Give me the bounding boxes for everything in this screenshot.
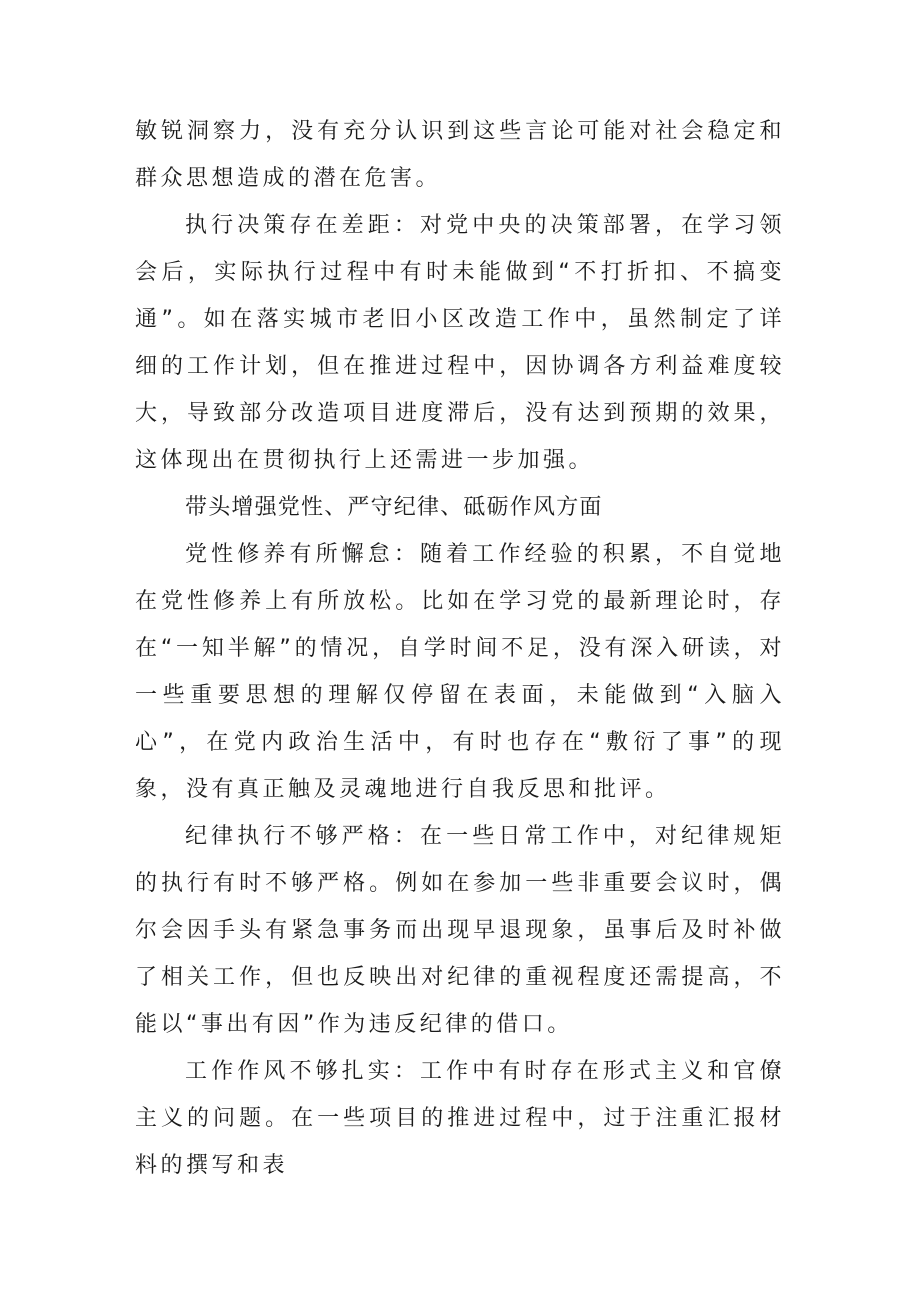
paragraph-continuation: 敏锐洞察力，没有充分认识到这些言论可能对社会稳定和群众思想造成的潜在危害。 bbox=[135, 119, 785, 191]
section-heading: 带头增强党性、严守纪律、砥砺作风方面 bbox=[185, 495, 603, 520]
paragraph-party-cultivation: 党性修养有所懈怠：随着工作经验的积累，不自觉地在党性修养上有所放松。比如在学习党的最新理论时，存在“一知半解”的情况，自学时间不足，没有深入研读，对一些重要思想的理解仅停留在表面，未能做到“入脑入心”，在党内政治生活中，有时也存在“敷衍了事”的现象，没有真正触及灵魂地进行自我反思和批评。 bbox=[135, 542, 785, 802]
paragraph-discipline: 纪律执行不够严格：在一些日常工作中，对纪律规矩的执行有时不够严格。例如在参加一些非重要会议时，偶尔会因手头有紧急事务而出现早退现象，虽事后及时补做了相关工作，但也反映出对纪律的重视程度还需提高，不能以“事出有因”作为违反纪律的借口。 bbox=[135, 824, 785, 1037]
paragraph-execution-gap: 执行决策存在差距：对党中央的决策部署，在学习领会后，实际执行过程中有时未能做到“不打折扣、不搞变通”。如在落实城市老旧小区改造工作中，虽然制定了详细的工作计划，但在推进过程中，因协调各方利益难度较大，导致部分改造项目进度滞后，没有达到预期的效果，这体现出在贯彻执行上还需进一步加强。 bbox=[135, 213, 785, 473]
paragraph-work-style: 工作作风不够扎实：工作中有时存在形式主义和官僚主义的问题。在一些项目的推进过程中，过于注重汇报材料的撰写和表 bbox=[135, 1059, 785, 1178]
